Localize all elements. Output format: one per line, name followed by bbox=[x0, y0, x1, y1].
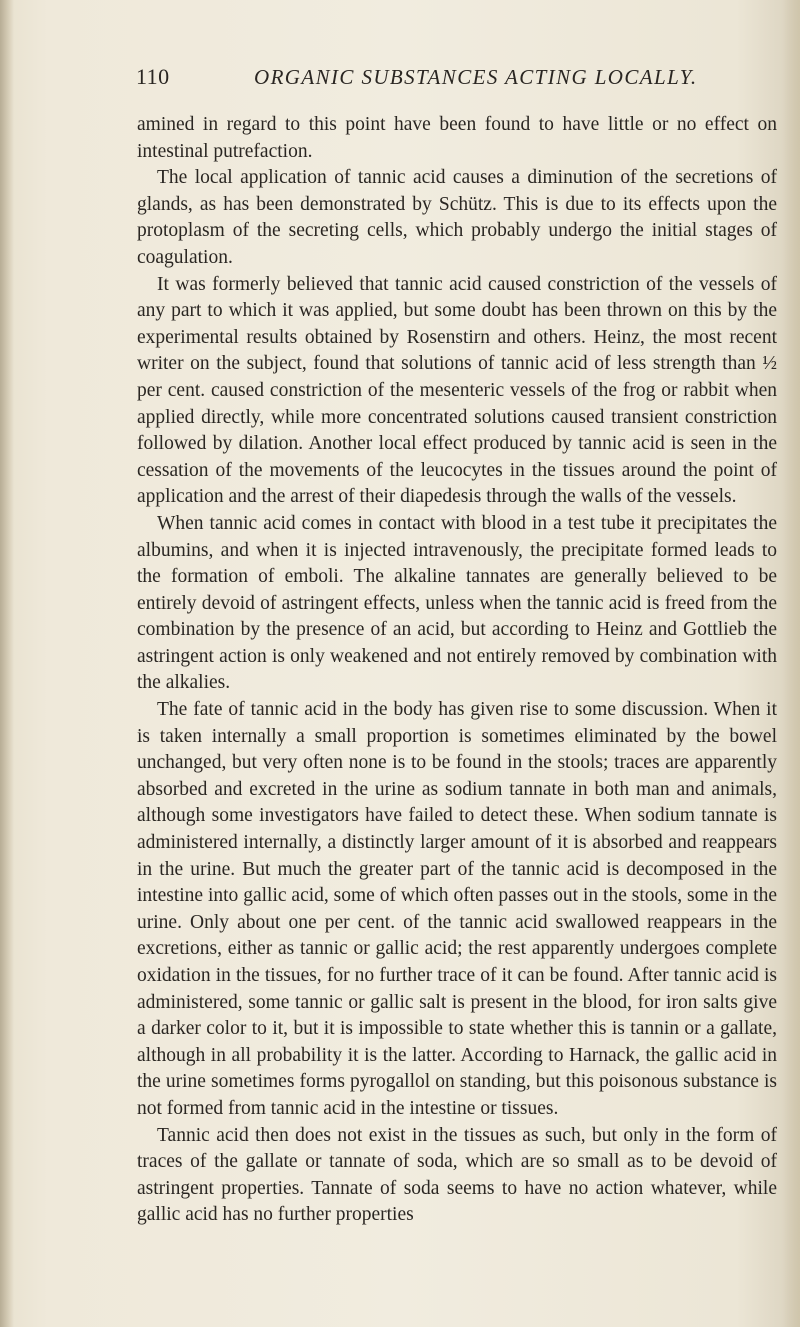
page-edge-shadow bbox=[782, 0, 800, 1327]
paragraph-continuation: amined in regard to this point have been found to have little or no effect on intestinal putrefaction. bbox=[137, 114, 777, 162]
paragraph: The fate of tannic acid in the body has given rise to some discussion. When it is taken internally a small proportion is sometimes eliminated by the bowel unchanged, but very often none is to be found in the stools; traces are apparently absorbed and excreted in the urine as sodium tannate in both man and animals, although some investigators have failed to detect these. When sodium tannate is administered internally, a distinctly larger amount of it is absorbed and reappears in the urine. But much the greater part of the tannic acid is decomposed in the intestine into gallic acid, some of which often passes out in the stools, some in the urine. Only about one per cent. of the tannic acid swallowed reappears in the excretions, either as tannic or gallic acid; the rest apparently undergoes complete oxidation in the tissues, for no further trace of it can be found. After tannic acid is administered, some tannic or gallic salt is present in the blood, for iron salts give a darker color to it, but it is impossible to state whether this is tannin or a gallate, although in all probability it is the latter. According to Harnack, the gallic acid in the urine sometimes forms pyrogallol on standing, but this poisonous substance is not formed from tannic acid in the intestine or tissues. bbox=[137, 699, 777, 1119]
running-title: ORGANIC SUBSTANCES ACTING LOCALLY. bbox=[254, 65, 698, 89]
paragraph: When tannic acid comes in contact with blood in a test tube it precipitates the albumins, and when it is injected intravenously, the precipitate formed leads to the formation of emboli. The alkaline tannates are generally believed to be entirely devoid of astringent effects, unless when the tannic acid is freed from the combination by the presence of an acid, but according to Heinz and Gottlieb the astringent action is only weakened and not entirely removed by combination with the alkalies. bbox=[137, 512, 777, 694]
page-binding-shadow bbox=[0, 0, 14, 1327]
paragraph: The local application of tannic acid causes a diminution of the secretions of glands, as has been demonstrated by Schütz. This is due to its effects upon the protoplasm of the secreting cells, which probably undergo the initial stages of coagulation. bbox=[137, 167, 777, 268]
body-text bbox=[137, 112, 777, 1229]
page-number: 110 bbox=[136, 64, 170, 89]
paragraph: Tannic acid then does not exist in the tissues as such, but only in the form of traces of the gallate or tannate of soda, which are so small as to be devoid of astringent properties. Tannate of soda seems to have no action whatever, while gallic acid has no further properties bbox=[137, 1124, 777, 1226]
page-header bbox=[136, 64, 776, 92]
paragraph: It was formerly believed that tannic acid caused constriction of the vessels of any part to which it was applied, but some doubt has been thrown on this by the experimental results obtained by Rosenstirn and others. Heinz, the most recent writer on the subject, found that solutions of tannic acid of less strength than ½ per cent. caused constriction of the mesenteric vessels of the frog or rabbit when applied directly, while more concentrated solutions caused transient constriction followed by dilation. Another local effect produced by tannic acid is seen in the cessation of the movements of the leucocytes in the tissues around the point of application and the arrest of their diapedesis through the walls of the vessels. bbox=[137, 273, 777, 508]
